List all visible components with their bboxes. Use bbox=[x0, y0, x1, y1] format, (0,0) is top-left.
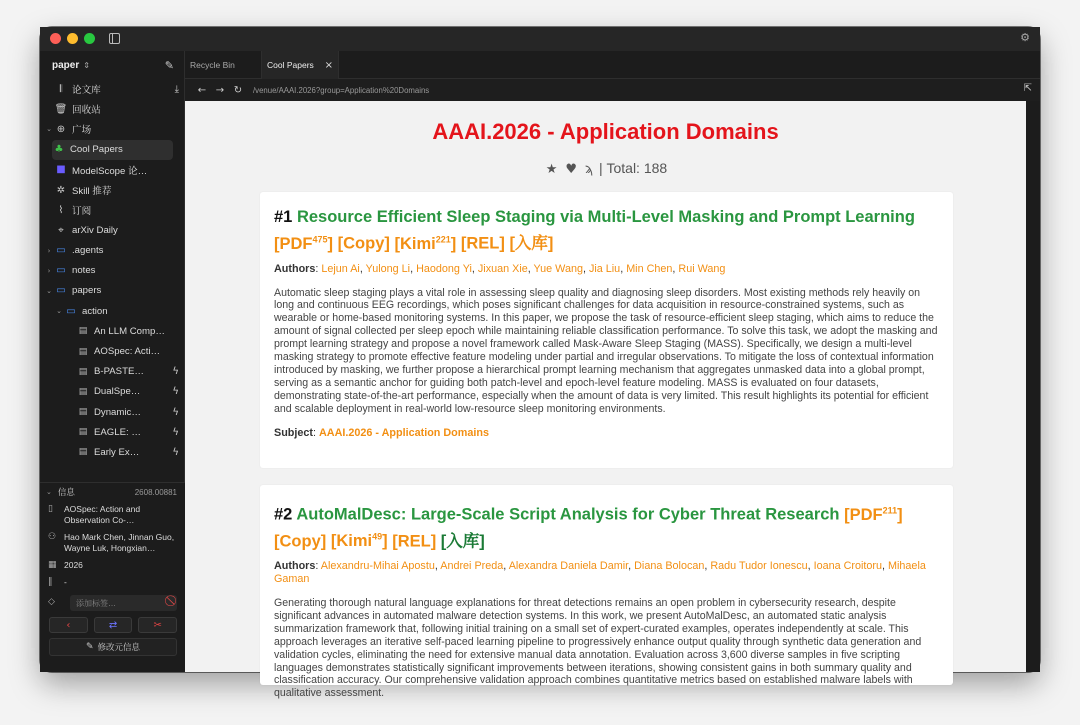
library-icon: ‖ bbox=[48, 577, 53, 587]
info-paper-title: AOSpec: Action and Observation Co-… bbox=[64, 504, 141, 525]
subject-label: Subject bbox=[274, 426, 313, 439]
minimize-window-button[interactable] bbox=[67, 33, 78, 44]
info-venue: - bbox=[64, 577, 67, 587]
tab-cool-papers[interactable] bbox=[262, 51, 339, 79]
tab-label: Recycle Bin bbox=[190, 60, 235, 70]
file-tree bbox=[40, 79, 185, 482]
sidebar-item[interactable] bbox=[40, 281, 185, 301]
sidebar-item-label: EAGLE: … bbox=[94, 426, 141, 438]
tree-icon: ♣ bbox=[54, 144, 64, 156]
edit-metadata-label: 修改元信息 bbox=[97, 642, 141, 652]
sidebar-item[interactable] bbox=[40, 241, 185, 261]
sidebar-item-label: Skill 推荐 bbox=[72, 186, 112, 198]
vault-name: paper bbox=[52, 59, 80, 71]
author-link[interactable]: Rui Wang bbox=[678, 262, 726, 275]
lightning-icon[interactable]: ϟ bbox=[172, 446, 179, 458]
sidebar-item[interactable] bbox=[40, 442, 185, 462]
sidebar-item[interactable] bbox=[40, 422, 185, 442]
paper-card bbox=[260, 192, 953, 468]
sidebar-item[interactable] bbox=[52, 140, 173, 160]
unlink-icon: ✂ bbox=[153, 619, 162, 631]
tab-bar bbox=[185, 51, 1040, 79]
sidebar-item[interactable] bbox=[40, 382, 185, 402]
zoom-window-button[interactable] bbox=[84, 33, 95, 44]
calendar-icon: ▦ bbox=[48, 560, 57, 570]
sidebar-item-label: Cool Papers bbox=[70, 144, 123, 156]
paper-title-link[interactable]: Resource Efficient Sleep Staging via Multi-Level Masking and Prompt Learning bbox=[296, 208, 915, 226]
sidebar-item-label: ModelScope 论… bbox=[72, 165, 148, 177]
info-venue-row bbox=[40, 577, 185, 588]
tab-recycle-bin[interactable] bbox=[185, 51, 262, 79]
paper-id: 2608.00881 bbox=[134, 487, 177, 497]
scrollbar-track[interactable] bbox=[1026, 101, 1040, 672]
page-title: AAAI.2026 - Application Domains bbox=[432, 119, 779, 144]
info-tags-row bbox=[40, 591, 185, 611]
skill-icon: ✲ bbox=[56, 184, 66, 196]
info-year: 2026 bbox=[64, 560, 83, 570]
tag-input-placeholder: 添加标签… bbox=[76, 599, 116, 608]
star-icon[interactable]: ★ bbox=[545, 162, 558, 177]
paper-doc-icon: ▤ bbox=[78, 366, 88, 377]
library-icon: 𝄃 bbox=[59, 83, 63, 95]
chevron-left-icon: ‹ bbox=[66, 619, 71, 631]
globe-icon: ⊕ bbox=[56, 123, 66, 135]
modelscope-icon: ■ bbox=[56, 164, 66, 176]
import-link[interactable]: [入库] bbox=[509, 234, 554, 253]
sidebar-item[interactable] bbox=[40, 79, 185, 99]
kimi-label: [Kimi bbox=[394, 234, 436, 253]
sidebar-item[interactable] bbox=[40, 362, 185, 382]
download-icon[interactable]: ⤓ bbox=[174, 83, 179, 95]
sidebar-item-label: DualSpe… bbox=[94, 386, 141, 398]
chevron-down-icon[interactable]: ⌄ bbox=[46, 286, 52, 295]
folder-icon: ▭ bbox=[56, 265, 66, 277]
chevron-right-icon[interactable]: › bbox=[47, 246, 51, 255]
lightning-icon[interactable]: ϟ bbox=[172, 366, 179, 378]
chevron-updown-icon: ⇕ bbox=[83, 60, 90, 70]
sidebar-item-label: Dynamic… bbox=[94, 406, 141, 418]
paper-card bbox=[260, 485, 953, 700]
people-icon: ⚇ bbox=[48, 532, 57, 542]
sidebar-item-label: .agents bbox=[72, 245, 104, 257]
author-link[interactable]: Jixuan Xie bbox=[477, 262, 528, 275]
total-count: | Total: 188 bbox=[598, 160, 668, 176]
sidebar-item-label: 广场 bbox=[72, 125, 92, 137]
close-window-button[interactable] bbox=[50, 33, 61, 44]
sidebar-item-label: papers bbox=[72, 285, 102, 297]
author-list: Alexandru-Mihai Apostu, Andrei Preda, Alexandra Daniela Damir, Diana Bolocan, Radu Tudor Ionescu, Ioana Croitoru, Mihaela Gaman bbox=[274, 560, 926, 585]
kimi-count: 221 bbox=[435, 234, 451, 244]
address-bar bbox=[185, 79, 1040, 101]
sidebar-item-label: 论文库 bbox=[72, 85, 101, 97]
author-link[interactable]: Haodong Yi bbox=[416, 262, 472, 275]
chevron-down-icon[interactable]: ⌄ bbox=[56, 307, 62, 316]
kimi-link[interactable]: [Kimi$^{49}$] bbox=[330, 531, 388, 550]
authors-label: Authors bbox=[274, 262, 316, 275]
paper-doc-icon: ▤ bbox=[78, 427, 88, 438]
author-list: Lejun Ai, Yulong Li, Haodong Yi, Jixuan Xie, Yue Wang, Jia Liu, Min Chen, Rui Wang bbox=[321, 262, 726, 275]
paper-number: #1 bbox=[274, 208, 293, 226]
abstract: Generating thorough natural language explanations for threat detections remains an open problem in cybersecurity research, despite significant advances in automated malware detection systems. In this work, we present AutoMalDesc, an automated static analysis summarization framework that, following initial training on a small set of expert-curated examples, operates independently at scale. This approach leverages an iterative self-paced learning pipeline to progressively enhance output quality through synthetic data generation and validation cycles, eliminating the need for extensive manual data annotation. Evaluation across 3,600 diverse samples in five scripting languages demonstrates statistically significant improvements between iterations, showing consistent gains in both summary quality and classification accuracy. Our comprehensive validation approach combines quantitative metrics based on established malware labels with qualitative assessment. bbox=[274, 597, 922, 700]
info-header[interactable] bbox=[40, 483, 185, 501]
rel-link[interactable]: [REL] bbox=[460, 234, 505, 253]
copy-link[interactable]: [Copy] bbox=[274, 532, 327, 550]
link-button[interactable] bbox=[94, 617, 133, 633]
paper-title bbox=[274, 206, 939, 255]
sidebar-item-label: Early Ex… bbox=[94, 446, 140, 458]
sidebar-item-label: 回收站 bbox=[72, 105, 101, 117]
pdf-label: [PDF bbox=[274, 234, 313, 253]
kimi-link[interactable]: [Kimi$^{221}$] bbox=[394, 234, 457, 253]
telescope-icon: ⌖ bbox=[58, 224, 64, 236]
sidebar-item[interactable] bbox=[40, 99, 185, 119]
pdf-label: [PDF bbox=[844, 505, 883, 524]
author-link[interactable]: Yulong Li bbox=[365, 262, 411, 275]
previous-button[interactable] bbox=[49, 617, 88, 633]
tab-label: Cool Papers bbox=[267, 60, 314, 70]
lightning-icon[interactable]: ϟ bbox=[172, 406, 179, 418]
magic-wand-icon[interactable]: ✎ bbox=[164, 58, 174, 72]
sidebar-item-label: B-PASTE… bbox=[94, 366, 144, 378]
lightning-icon[interactable]: ϟ bbox=[172, 426, 179, 438]
sidebar-item-label: arXiv Daily bbox=[72, 224, 118, 236]
author-link[interactable]: Andrei Preda bbox=[440, 560, 504, 572]
paper-title bbox=[274, 499, 939, 552]
author-link[interactable]: Radu Tudor Ionescu bbox=[710, 560, 808, 572]
vault-switcher[interactable] bbox=[40, 51, 184, 79]
kimi-count: 49 bbox=[372, 531, 383, 542]
sidebar-item[interactable] bbox=[40, 341, 185, 361]
sidebar bbox=[40, 51, 185, 672]
link-icon: ⇄ bbox=[108, 619, 118, 631]
chevron-down-icon[interactable]: ⌄ bbox=[46, 125, 52, 134]
info-title-row bbox=[40, 504, 185, 526]
sidebar-item[interactable] bbox=[40, 402, 185, 422]
paper-title-link[interactable]: AutoMalDesc: Large-Scale Script Analysis for Cyber Threat Research bbox=[296, 505, 840, 524]
paper-number: #2 bbox=[274, 505, 293, 524]
paper-doc-icon: ▤ bbox=[78, 346, 88, 357]
rss-icon[interactable]: ϡ bbox=[584, 162, 594, 177]
reload-icon[interactable]: ↻ bbox=[233, 84, 243, 96]
author-link[interactable]: Alexandru-Mihai Apostu bbox=[320, 560, 435, 572]
pdf-count: 475 bbox=[312, 234, 328, 244]
paper-doc-icon: ▤ bbox=[78, 447, 88, 458]
chevron-down-icon: ⌄ bbox=[46, 488, 52, 496]
copy-link[interactable]: [Copy] bbox=[337, 234, 390, 253]
pdf-link[interactable]: [PDF$^{211}$] bbox=[844, 505, 903, 524]
author-link[interactable]: Mihaela Gaman bbox=[274, 560, 926, 585]
sidebar-item[interactable] bbox=[40, 200, 185, 220]
info-title: 信息 bbox=[57, 487, 75, 497]
abstract: Automatic sleep staging plays a vital role in assessing sleep quality and diagnosing sleep disorders. Most existing methods rely heavily on long and continuous EEG recordings, which poses significant challenges for data acquisition in resource-constrained systems, such as wearable or home-based monitoring systems. In this paper, we propose the task of resource-efficient sleep staging, which aims to reduce the amount of signal collected per sleep epoch while maintaining reliable classification performance. To solve this task, we adopt the masking and prompt learning strategy and propose a novel framework called Mask-Aware Sleep Staging (MASS). Specifically, we design a multi-level masking strategy to promote effective feature modeling under partial and irregular observations. To mitigate the loss of contextual information introduced by masking, we further propose a hierarchical prompt learning mechanism that aggregates unmasked data into a global prompt, serving as a semantic anchor for guiding both patch-level and epoch-level feature modeling. MASS is evaluated on four datasets, demonstrating state-of-the-art performance, especially when the amount of data is very limited. This result highlights its potential for efficient and scalable deployment in real-world low-resource sleep monitoring environments. bbox=[274, 286, 938, 415]
pdf-link[interactable]: [PDF$^{475}$] bbox=[274, 234, 334, 253]
pdf-count: 211 bbox=[882, 505, 898, 515]
edit-metadata-button[interactable] bbox=[49, 638, 177, 656]
rel-link[interactable]: [REL] bbox=[392, 532, 437, 550]
subject-line: Subject: AAAI.2026 - Application Domains bbox=[274, 426, 489, 439]
info-authors-row bbox=[40, 532, 185, 554]
lightning-icon[interactable]: ϟ bbox=[172, 386, 179, 398]
sidebar-item-label: AOSpec: Acti… bbox=[94, 346, 161, 358]
paper-doc-icon: ▤ bbox=[78, 407, 88, 418]
app-window bbox=[40, 27, 1040, 700]
sidebar-item[interactable] bbox=[40, 321, 185, 341]
sidebar-item-label: notes bbox=[72, 265, 96, 277]
back-arrow-icon[interactable]: ← bbox=[197, 84, 207, 96]
trash-icon: 🗑 bbox=[54, 103, 68, 115]
sidebar-item-label: 订阅 bbox=[72, 206, 92, 218]
authors-line: Authors: Lejun Ai, Yulong Li, Haodong Yi, Jixuan Xie, Yue Wang, Jia Liu, Min Chen, Rui Wang bbox=[274, 262, 726, 275]
sidebar-item[interactable] bbox=[40, 301, 185, 321]
author-link[interactable]: Min Chen bbox=[626, 262, 673, 275]
url-field[interactable]: /venue/AAAI.2026?group=Application%20Domains bbox=[253, 85, 430, 95]
action-buttons bbox=[49, 617, 177, 633]
folder-icon: ▭ bbox=[56, 245, 66, 257]
info-authors: Hao Mark Chen, Jinnan Guo, Wayne Luk, Hongxian… bbox=[64, 532, 175, 553]
open-external-icon[interactable]: ⇱ bbox=[1023, 83, 1032, 94]
chevron-right-icon[interactable]: › bbox=[47, 266, 51, 275]
sidebar-item[interactable] bbox=[40, 119, 185, 139]
rss-icon: ⌇ bbox=[58, 204, 64, 216]
import-link[interactable]: [入库] bbox=[440, 532, 485, 550]
close-tab-icon[interactable]: × bbox=[324, 59, 333, 71]
author-link[interactable]: Lejun Ai bbox=[321, 262, 360, 275]
authors-label: Authors bbox=[274, 560, 316, 572]
tag-input[interactable] bbox=[70, 595, 177, 611]
sidebar-item-label: action bbox=[82, 305, 108, 317]
book-icon: ▯ bbox=[48, 504, 53, 514]
title-bar bbox=[40, 27, 1040, 51]
sidebar-item[interactable] bbox=[40, 180, 185, 200]
info-panel bbox=[40, 482, 185, 672]
folder-icon: ▭ bbox=[56, 285, 66, 297]
author-link[interactable]: Diana Bolocan bbox=[634, 560, 705, 572]
author-link[interactable]: Ioana Croitoru bbox=[813, 560, 883, 572]
sidebar-toggle-icon[interactable] bbox=[109, 33, 120, 44]
tag-icon: ◇ bbox=[48, 597, 55, 607]
unlink-button[interactable] bbox=[138, 617, 177, 633]
sidebar-item[interactable] bbox=[40, 160, 185, 180]
paper-doc-icon: ▤ bbox=[78, 386, 88, 397]
subject-link[interactable]: AAAI.2026 - Application Domains bbox=[319, 426, 489, 439]
forward-arrow-icon[interactable]: → bbox=[215, 84, 225, 96]
heart-icon[interactable]: ♥ bbox=[565, 162, 577, 177]
folder-icon: ▭ bbox=[66, 305, 76, 317]
author-link[interactable]: Yue Wang bbox=[533, 262, 583, 275]
sidebar-item[interactable] bbox=[40, 261, 185, 281]
info-year-row bbox=[40, 560, 185, 571]
settings-icon[interactable]: ⚙ bbox=[1020, 31, 1030, 44]
authors-line: Authors: Alexandru-Mihai Apostu, Andrei Preda, Alexandra Daniela Damir, Diana Bolocan, Radu Tudor Ionescu, Ioana Croitoru, Mihaela Gaman bbox=[274, 560, 926, 585]
author-link[interactable]: Jia Liu bbox=[588, 262, 621, 275]
kimi-label: [Kimi bbox=[330, 532, 373, 550]
sidebar-item[interactable] bbox=[40, 220, 185, 240]
paper-doc-icon: ▤ bbox=[78, 326, 88, 337]
venue-meta bbox=[185, 160, 1026, 177]
author-link[interactable]: Alexandra Daniela Damir bbox=[508, 560, 629, 572]
pencil-icon: ✎ bbox=[85, 642, 94, 652]
sidebar-item-label: An LLM Comp… bbox=[94, 325, 165, 337]
web-content bbox=[185, 101, 1026, 700]
